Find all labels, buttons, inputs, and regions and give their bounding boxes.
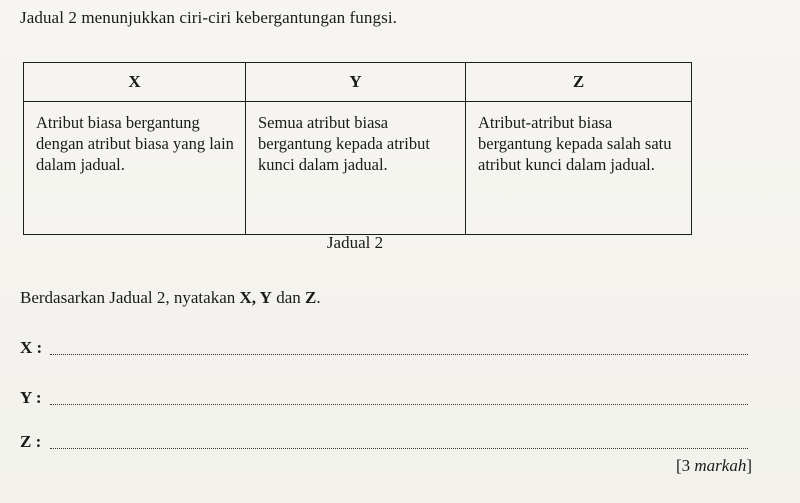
cell-y-description: Semua atribut biasa bergantung kepada atribut kunci dalam jadual.	[246, 102, 466, 235]
answer-row-y	[20, 384, 748, 408]
marks-open: [3	[675, 456, 695, 475]
header-x: X	[24, 63, 246, 102]
dependency-table	[23, 62, 692, 235]
cell-z-description: Atribut-atribut biasa bergantung kepada salah satu atribut kunci dalam jadual.	[466, 102, 692, 235]
header-y: Y	[246, 63, 466, 102]
table-caption: Jadual 2	[326, 233, 384, 252]
answer-label-x: X :	[20, 338, 43, 357]
question-emphasis: X, Y	[239, 288, 272, 307]
answer-label-y: Y :	[20, 388, 42, 407]
question-prefix: Berdasarkan Jadual 2, nyatakan	[20, 288, 240, 307]
table-row	[24, 102, 692, 235]
question-suffix: .	[316, 288, 321, 307]
answer-line-z[interactable]	[50, 448, 748, 449]
answer-row-x	[20, 334, 748, 358]
header-z: Z	[466, 63, 692, 102]
question-text	[20, 288, 321, 308]
question-middle: dan	[271, 288, 305, 307]
marks-close: ]	[746, 456, 752, 475]
answer-line-y[interactable]	[50, 404, 748, 405]
marks-word: markah	[694, 456, 747, 475]
cell-x-description: Atribut biasa bergantung dengan atribut biasa yang lain dalam jadual.	[24, 102, 246, 235]
answer-row-z	[20, 428, 748, 452]
intro-text: Jadual 2 menunjukkan ciri-ciri kebergantungan fungsi.	[20, 8, 397, 27]
question-last: Z	[304, 288, 317, 307]
marks-label	[676, 456, 752, 476]
answer-label-z: Z :	[20, 432, 42, 451]
answer-line-x[interactable]	[50, 354, 748, 355]
table-header-row	[24, 63, 692, 102]
